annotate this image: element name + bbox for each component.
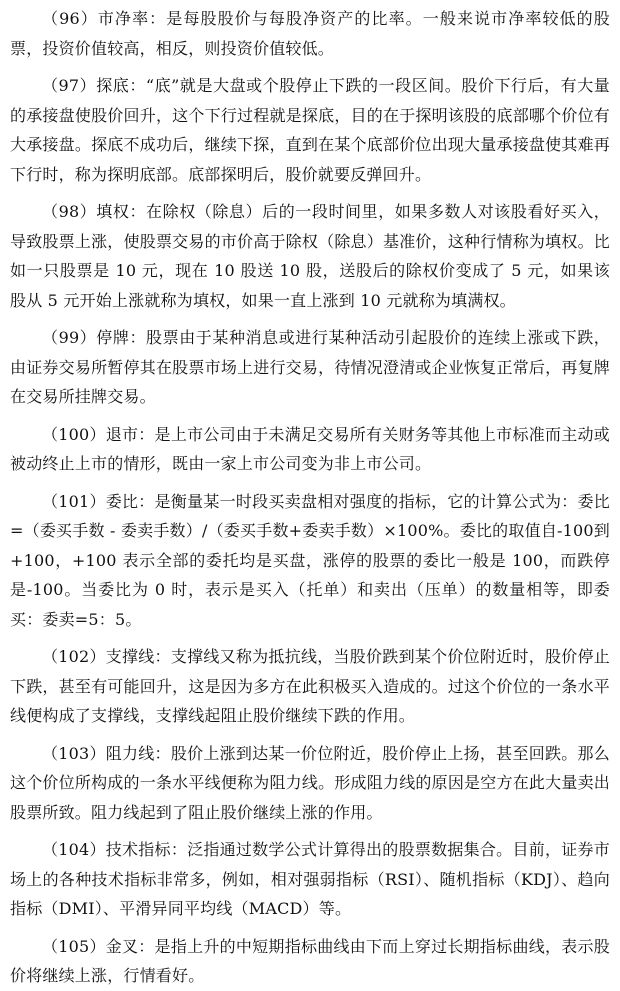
entry-96: （96）市净率：是每股股价与每股净资产的比率。一般来说市净率较低的股票，投资价值较高，相反，则投资价值较低。 — [10, 9, 610, 58]
entry-97: （97）探底：“底”就是大盘或个股停止下跌的一段区间。股价下行后，有大量的承接盘使股价回升，这个下行过程就是探底，目的在于探明该股的底部哪个价位有大承接盘。探底不成功后，继续下探，直到在某个底部价位出现大量承接盘使其难再下行时，称为探明底部。底部探明后，股价就要反弹回升。 — [10, 76, 610, 184]
entry-98: （98）填权：在除权（除息）后的一段时间里，如果多数人对该股看好买入，导致股票上涨，使股票交易的市价高于除权（除息）基准价，这种行情称为填权。比如一只股票是 10 元，现在 10 股送 10 股，送股后的除权价变成了 5 元，如果该股从 5 元开始上涨就称为填权，如果一直上涨到 10 元就称为填满权。 — [10, 202, 610, 310]
entry-100: （100）退市：是上市公司由于未满足交易所有关财务等其他上市标准而主动或被动终止上市的情形，既由一家上市公司变为非上市公司。 — [10, 424, 610, 473]
entry-99: （99）停牌：股票由于某种消息或进行某种活动引起股价的连续上涨或下跌，由证券交易所暂停其在股票市场上进行交易，待情况澄清或企业恢复正常后，再复牌在交易所挂牌交易。 — [10, 328, 610, 406]
entry-101: （101）委比：是衡量某一时段买卖盘相对强度的指标，它的计算公式为：委比=（委买手数 - 委卖手数）/（委买手数+委卖手数）×100%。委比的取值自-100到+100，+100 表示全部的委托均是买盘，涨停的股票的委比一般是 100，而跌停是-100。当委比为 0 时，表示是买入（托单）和卖出（压单）的数量相等，即委买：委卖=5：5。 — [10, 491, 610, 629]
entry-102: （102）支撑线：支撑线又称为抵抗线，当股价跌到某个价位附近时，股价停止下跌，甚至有可能回升，这是因为多方在此积极买入造成的。过这个价位的一条水平线便构成了支撑线，支撑线起阻止股价继续下跌的作用。 — [10, 647, 610, 725]
entry-103: （103）阻力线：股价上涨到达某一价位附近，股价停止上扬，甚至回跌。那么这个价位所构成的一条水平线便称为阻力线。形成阻力线的原因是空方在此大量卖出股票所致。阻力线起到了阻止股价继续上涨的作用。 — [10, 743, 610, 822]
entry-105: （105）金叉：是指上升的中短期指标曲线由下而上穿过长期指标曲线，表示股价将继续上涨，行情看好。 — [10, 936, 610, 985]
entry-104: （104）技术指标：泛指通过数学公式计算得出的股票数据集合。目前，证券市场上的各种技术指标非常多，例如，相对强弱指标（RSI）、随机指标（KDJ）、趋向指标（DMI）、平滑异同平均线（MACD）等。 — [10, 840, 610, 918]
